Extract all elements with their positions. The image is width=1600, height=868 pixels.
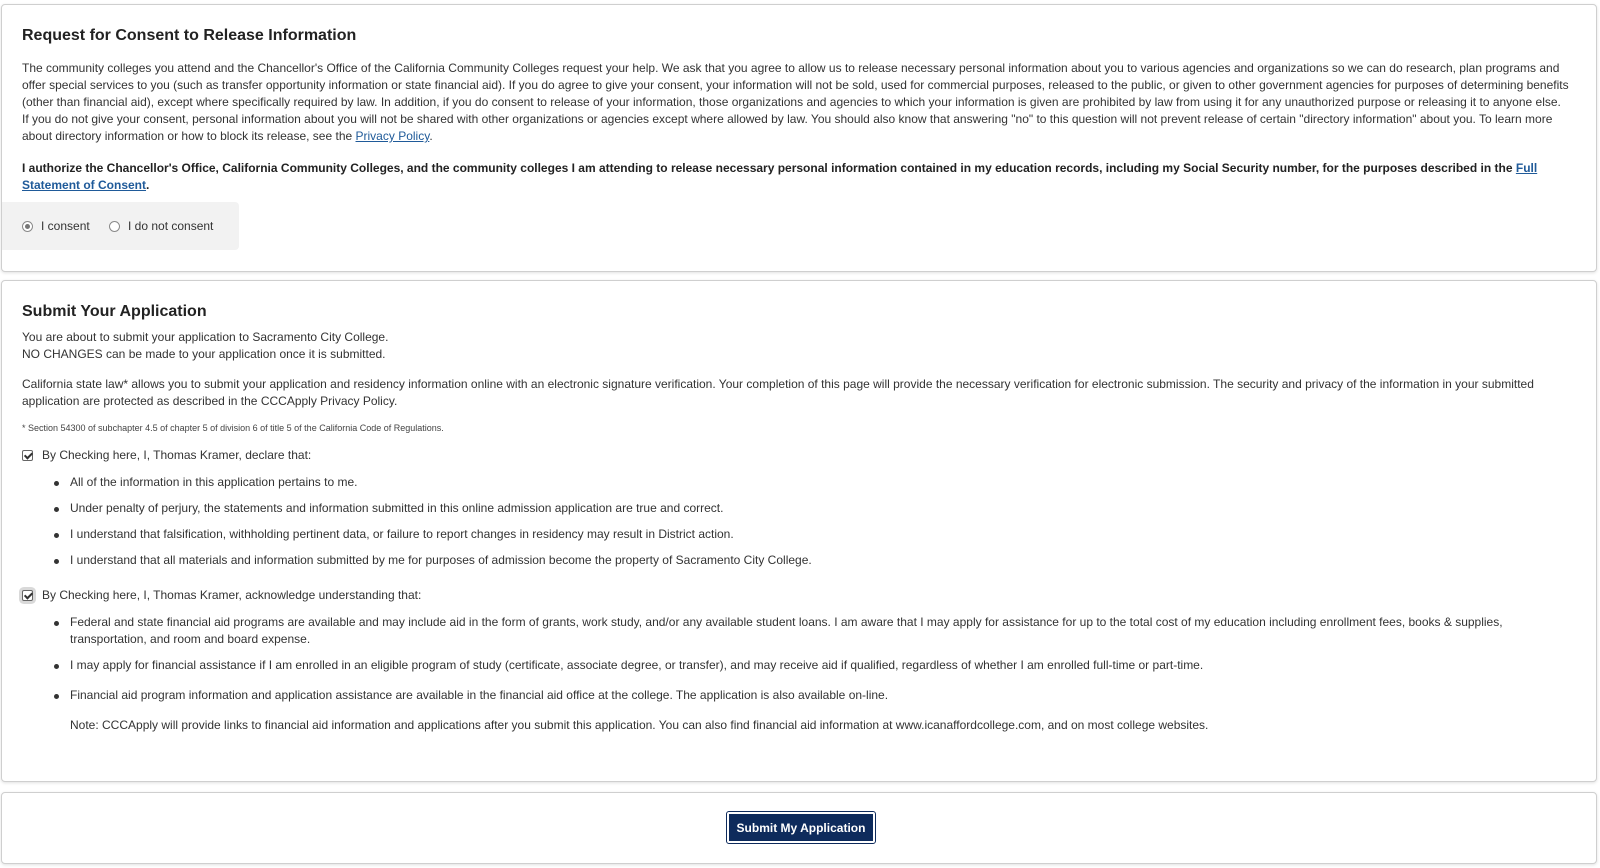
consent-yes-radio[interactable] xyxy=(22,221,33,232)
law-footnote: * Section 54300 of subchapter 4.5 of chapter 5 of division 6 of title 5 of the California Code of Regulations. xyxy=(22,423,444,433)
financial-aid-note: Note: CCCApply will provide links to financial aid information and applications after you submit this application. You can also find financial aid information at www.icanaffordcollege.com, and on most college websites. xyxy=(70,718,1209,732)
submit-application-button[interactable]: Submit My Application xyxy=(727,812,875,843)
ack-list xyxy=(50,614,1570,704)
consent-yes-label[interactable]: I consent xyxy=(41,219,90,233)
submit-line2: NO CHANGES can be made to your application once it is submitted. xyxy=(22,347,386,361)
submit-line1: You are about to submit your application to Sacramento City College. xyxy=(22,330,389,344)
consent-intro-text: The community colleges you attend and the Chancellor's Office of the California Community Colleges request your help. We ask that you agree to allow us to release necessary personal information about you to various agencies and organizations so we can do research, plan programs and offer special services to you (such as transfer opportunity information or state financial aid). If you do agree to give your consent, your information will not be sold, used for commercial purposes, released to the public, or given to other government agencies for purposes of determining benefits (other than financial aid), except where specifically required by law. In addition, if you do consent to release of your information, those organizations and agencies to which your information is given are prohibited by law from using it for any unauthorized purpose or releasing it to anyone else. If you do not give your consent, personal information about you will not be shared with other organizations or agencies except where allowed by law. You should also know that answering "no" to this question will not prevent release of certain "directory information" about you. To learn more about directory information or how to block its release, see the xyxy=(22,61,1569,143)
consent-title: Request for Consent to Release Information xyxy=(22,27,357,44)
consent-intro-end: . xyxy=(429,129,433,143)
list-item: Federal and state financial aid programs are available and may include aid in the form of grants, work study, and/or any available student loans. I am aware that I may apply for assistance for up to the total cost of my education including enrollment fees, books & supplies, transportation, and room and board expense. xyxy=(50,614,1570,648)
consent-authorize xyxy=(22,160,1570,194)
declare-checkbox[interactable] xyxy=(22,450,33,461)
consent-intro xyxy=(22,60,1570,145)
consent-panel xyxy=(1,4,1597,272)
list-item: I understand that falsification, withholding pertinent data, or failure to report changes in residency may result in District action. xyxy=(50,526,1570,543)
ack-checkbox[interactable] xyxy=(22,590,33,601)
consent-no-label[interactable]: I do not consent xyxy=(128,219,214,233)
list-item: I understand that all materials and information submitted by me for purposes of admission become the property of Sacramento City College. xyxy=(50,552,1570,569)
list-item: All of the information in this application pertains to me. xyxy=(50,474,1570,491)
consent-option-yes[interactable] xyxy=(22,219,90,233)
consent-radio-group xyxy=(2,202,239,250)
submit-title: Submit Your Application xyxy=(22,303,207,320)
authorize-end: . xyxy=(146,178,150,192)
declare-list xyxy=(50,474,1570,569)
consent-no-radio[interactable] xyxy=(109,221,120,232)
action-panel xyxy=(1,792,1597,864)
ack-label[interactable]: By Checking here, I, Thomas Kramer, acknowledge understanding that: xyxy=(42,588,422,602)
authorize-text: I authorize the Chancellor's Office, California Community Colleges, and the community colleges I am attending to release necessary personal information contained in my education records, including my Social Security number, for the purposes described in the xyxy=(22,161,1513,175)
submit-panel xyxy=(1,280,1597,782)
state-law-text: California state law* allows you to submit your application and residency information online with an electronic signature verification. Your completion of this page will provide the necessary verification for electronic submission. The security and privacy of the information in your submitted application are protected as described in the CCCApply Privacy Policy. xyxy=(22,377,1534,408)
ack-checkbox-row[interactable] xyxy=(22,588,421,602)
list-item: Under penalty of perjury, the statements and information submitted in this online admission application are true and correct. xyxy=(50,500,1570,517)
privacy-policy-link[interactable]: Privacy Policy xyxy=(355,129,430,143)
list-item: Financial aid program information and application assistance are available in the financial aid office at the college. The application is also available on-line. xyxy=(50,687,1570,704)
declare-label[interactable]: By Checking here, I, Thomas Kramer, declare that: xyxy=(42,448,312,462)
consent-option-no[interactable] xyxy=(109,219,213,233)
list-item: I may apply for financial assistance if I am enrolled in an eligible program of study (certificate, associate degree, or transfer), and may receive aid if qualified, regardless of whether I am enrolled full-time or part-time. xyxy=(50,657,1570,674)
declare-checkbox-row[interactable] xyxy=(22,448,311,462)
full-statement-link[interactable]: Full Statement of Consent xyxy=(22,161,1538,192)
